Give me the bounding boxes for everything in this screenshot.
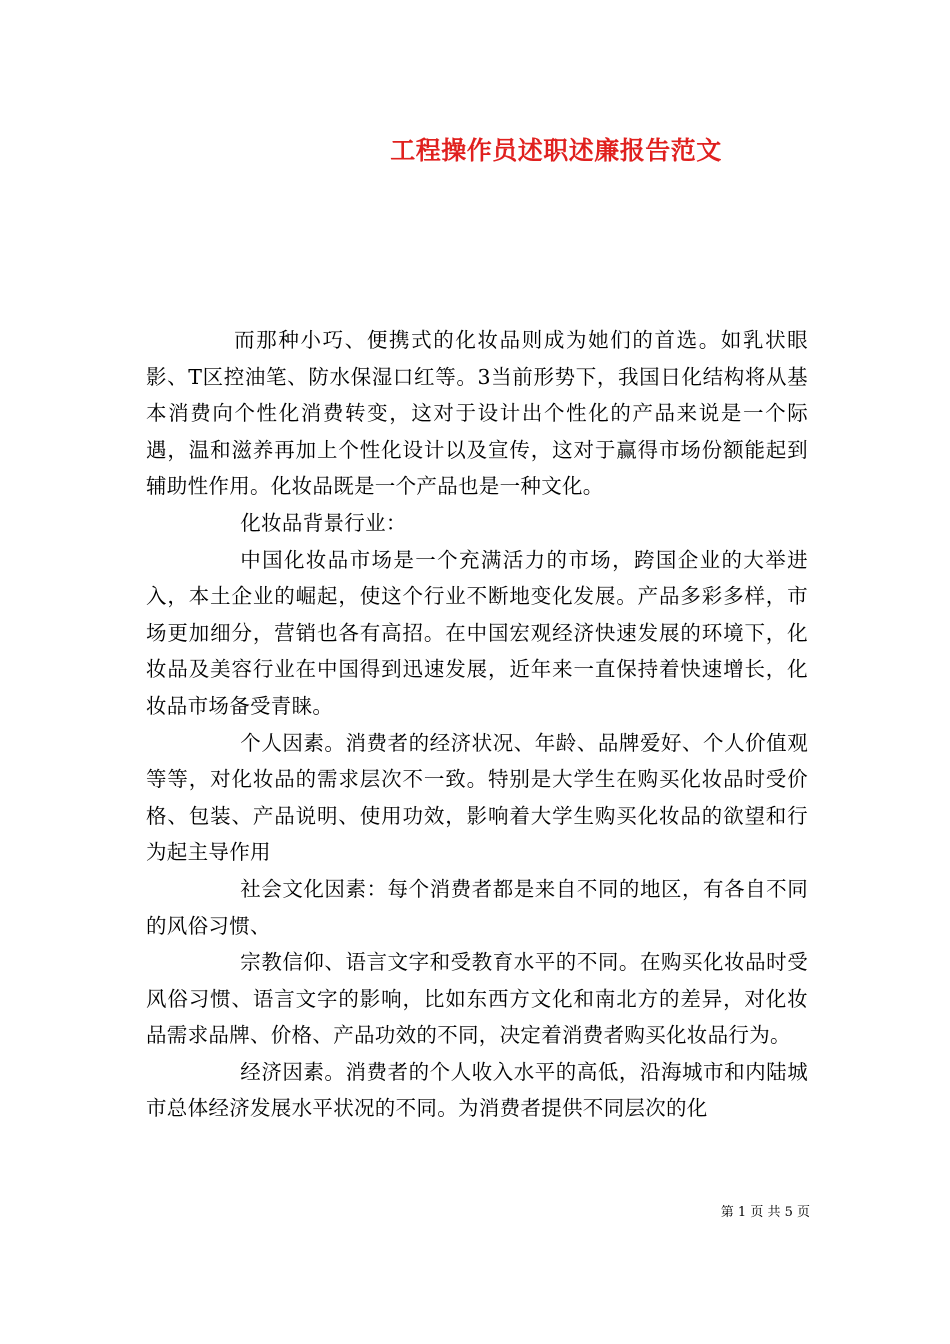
- document-body: [146, 322, 808, 1127]
- document-title: 工程操作员述职述廉报告范文: [390, 136, 722, 165]
- paragraph: 经济因素。消费者的个人收入水平的高低，沿海城市和内陆城市总体经济发展水平状况的不同。为消费者提供不同层次的化: [146, 1059, 808, 1121]
- paragraph: 中国化妆品市场是一个充满活力的市场，跨国企业的大举进入，本土企业的崛起，使这个行业不断地变化发展。产品多彩多样，市场更加细分，营销也各有高招。在中国宏观经济快速发展的环境下，化妆品及美容行业在中国得到迅速发展，近年来一直保持着快速增长，化妆品市场备受青睐。: [146, 547, 808, 718]
- paragraph: 化妆品背景行业：: [240, 510, 407, 535]
- paragraph: 社会文化因素：每个消费者都是来自不同的地区，有各自不同的风俗习惯、: [146, 876, 808, 938]
- paragraph: 宗教信仰、语言文字和受教育水平的不同。在购买化妆品时受风俗习惯、语言文字的影响，比如东西方文化和南北方的差异，对化妆品需求品牌、价格、产品功效的不同，决定着消费者购买化妆品行为。: [146, 950, 808, 1048]
- page-number: 第 1 页 共 5 页: [720, 1205, 810, 1220]
- paragraph: 个人因素。消费者的经济状况、年龄、品牌爱好、个人价值观等等，对化妆品的需求层次不一致。特别是大学生在购买化妆品时受价格、包装、产品说明、使用功效，影响着大学生购买化妆品的欲望和行为起主导作用: [146, 730, 808, 865]
- paragraph: 而那种小巧、便携式的化妆品则成为她们的首选。如乳状眼影、T区控油笔、防水保湿口红等。3当前形势下，我国日化结构将从基本消费向个性化消费转变，这对于设计出个性化的产品来说是一个际遇，温和滋养再加上个性化设计以及宣传，这对于赢得市场份额能起到辅助性作用。化妆品既是一个产品也是一种文化。: [146, 328, 808, 499]
